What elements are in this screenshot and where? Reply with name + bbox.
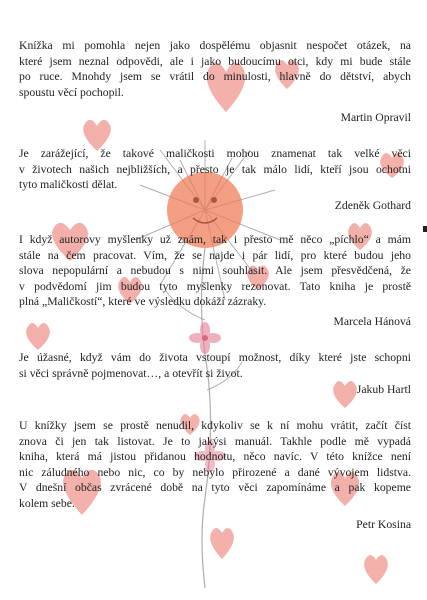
text-line: Knížka mi pomohla nejen jako dospělému objasnit nespočet otázek, na [19,39,411,52]
text-line: tyto maličkosti dělat. [19,178,118,192]
text-line: po ruce. Mnohdy jsem se vrátil do minulosti, hlavně do dětství, abych [19,70,411,84]
text-line: Je zarážející, že takové maličkosti mohou znamenat tak velké věci [19,147,411,160]
author-name: Zdeněk Gothard [334,199,411,212]
text-line: spoustu věcí pochopil. [19,85,124,99]
author-name: Marcela Hánová [333,315,411,328]
text-line: stále na čem pracovat. Vím, že se najde i pár lidí, pro které budou jeho [19,248,411,262]
text-line: si věci správně pojmenovat…, a otevřít si život. [19,366,243,380]
text-line: plná „Maličkostí“, které ve výsledku dokáží zázraky. [19,295,267,309]
testimonial-text-2 [19,146,411,193]
author-name: Martin Opravil [340,111,411,124]
author-name: Petr Kosina [356,518,411,531]
author-name: Jakub Hartl [356,383,411,396]
text-line: I když autorovy myšlenky už znám, tak i přesto mě něco „píchlo“ a mám [19,233,411,246]
page-edge-mark [423,226,427,232]
testimonial-text-1 [19,38,411,100]
text-line: kolem sebe. [19,496,75,510]
testimonial-text-3 [19,232,411,310]
text-line: nic záludného nebo nic, co by nebylo přirozené a dané vývojem lidstva. [19,465,411,479]
text-line: Je úžasné, když vám do života vstoupí možnost, díky které jste schopni [19,351,411,364]
text-line: znova či jen tak listovat. Je to jakýsi manuál. Takhle podle mě vypadá [19,434,411,448]
text-line: kniha, která má jistou přidanou hodnotu, něco navíc. V této knížce není [19,450,411,464]
text-line: V dnešní občas zvrácené době na tyto věci zapomínáme a pak kopeme [19,481,411,495]
text-line: v životech našich nejbližších, a přesto je tak málo lidí, kteří jsou ochotni [19,162,411,176]
text-line: které jsem neznal odpovědi, ale i jako budoucímu otci, kdy mi bude stále [19,54,411,68]
text-line: slova nepopulární a nebudou s nimi souhlasit. Ale jsem přesvědčená, že [19,264,411,278]
testimonial-text-5 [19,418,411,512]
testimonial-text-4 [19,350,411,381]
text-line: U knížky jsem se prostě nenudil, kdykoliv se k ní mohu vrátit, začít číst [19,419,411,432]
text-line: v podvědomí jim budou tyto myšlenky rezonovat. Tato kniha je prostě [19,279,411,293]
